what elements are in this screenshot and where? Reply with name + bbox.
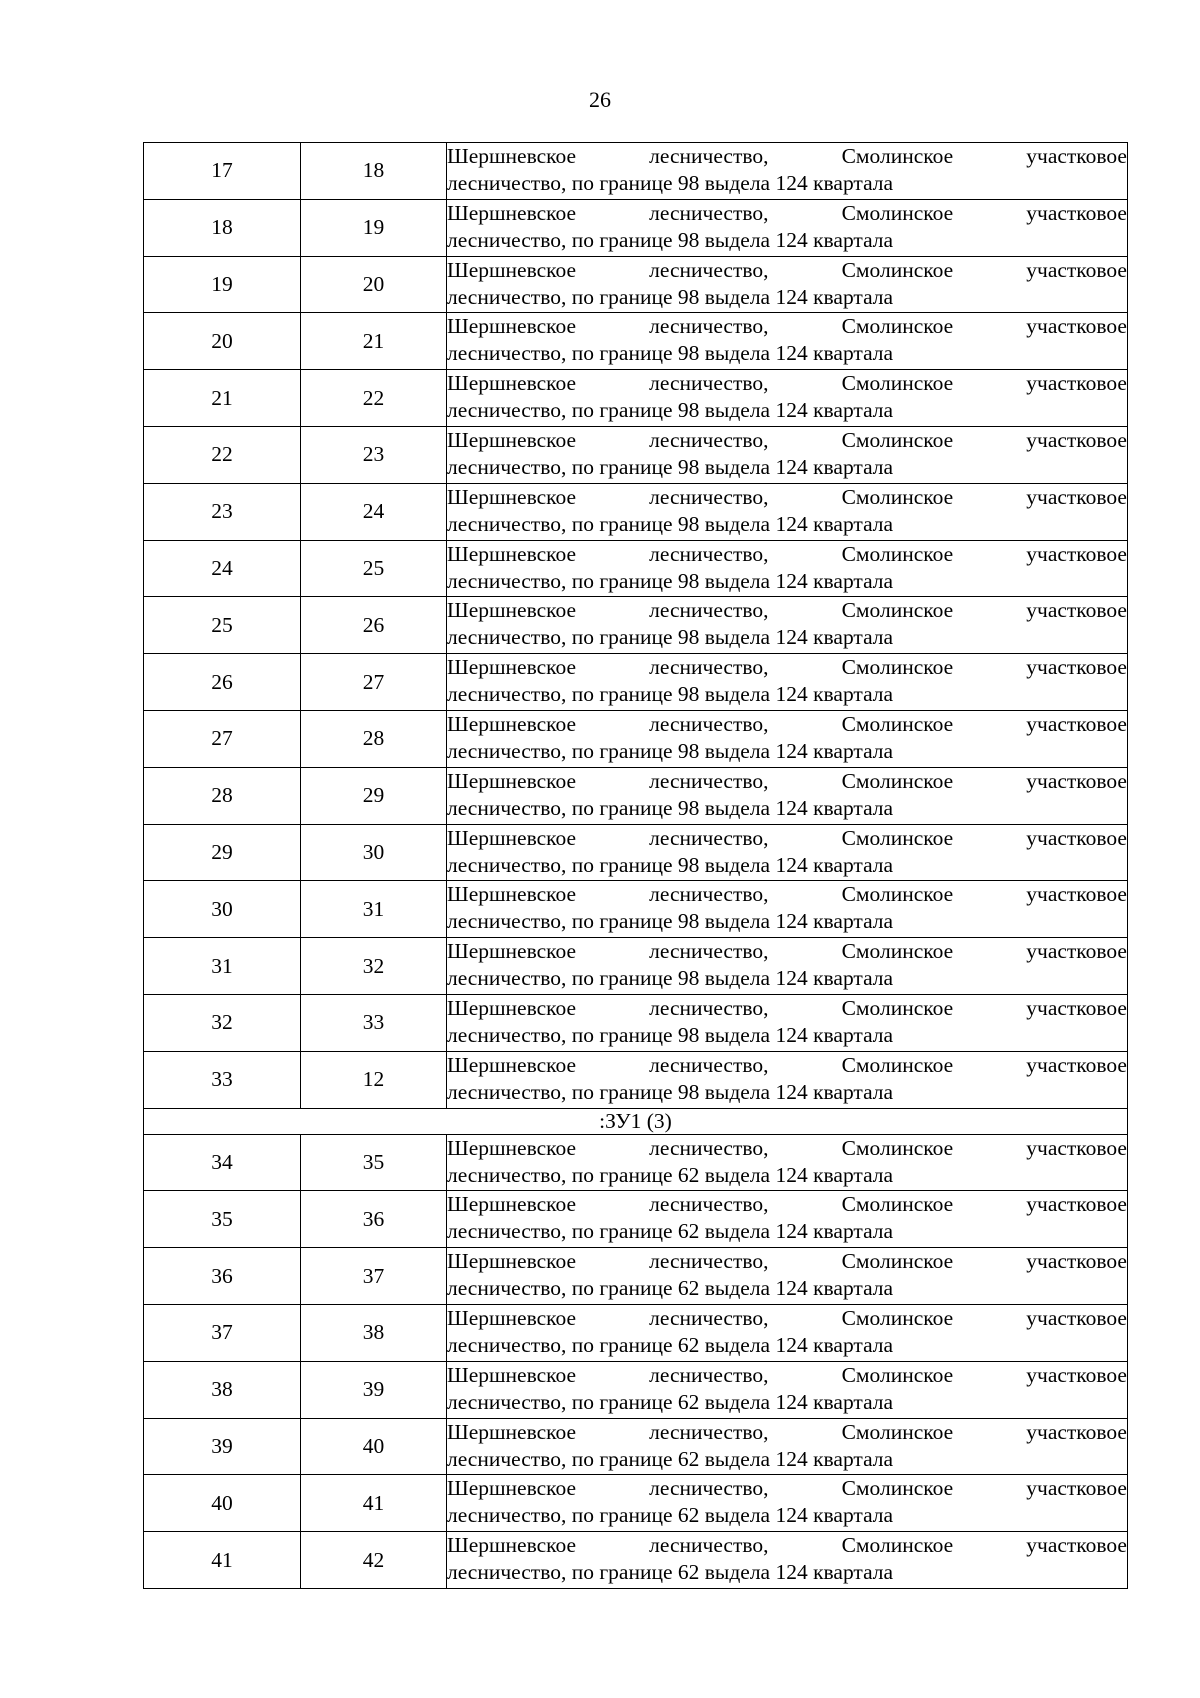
description-word: лесничество,: [649, 711, 769, 736]
point-from: 23: [144, 483, 301, 540]
point-from: 39: [144, 1418, 301, 1475]
description-line-1: [447, 938, 1127, 965]
description-line-1: [447, 1475, 1127, 1502]
description-word: Смолинское: [841, 1305, 954, 1330]
point-to: 30: [301, 824, 447, 881]
description-word: участковое: [1026, 371, 1127, 396]
description-line-1: [447, 370, 1127, 397]
point-to: 23: [301, 426, 447, 483]
boundary-description: [447, 370, 1128, 427]
point-to: 28: [301, 710, 447, 767]
point-from: 34: [144, 1134, 301, 1191]
description-word: Шершневское: [447, 1305, 577, 1330]
description-word: Шершневское: [447, 314, 577, 339]
description-word: Шершневское: [447, 655, 577, 680]
description-word: Смолинское: [841, 995, 954, 1020]
point-to: 40: [301, 1418, 447, 1475]
point-from: 33: [144, 1051, 301, 1108]
description-word: участковое: [1026, 144, 1127, 168]
description-word: лесничество,: [649, 1362, 769, 1387]
description-line-1: [447, 1532, 1127, 1559]
point-to: 21: [301, 313, 447, 370]
description-line-1: [447, 1135, 1127, 1162]
description-word: Шершневское: [447, 541, 577, 566]
boundary-description: [447, 1051, 1128, 1108]
description-line-1: [447, 1305, 1127, 1332]
description-line-2: лесничество, по границе 98 выдела 124 квартала: [447, 1079, 894, 1104]
description-word: Смолинское: [841, 1249, 954, 1274]
description-word: Шершневское: [447, 939, 577, 964]
description-line-2: лесничество, по границе 62 выдела 124 квартала: [447, 1276, 894, 1301]
description-word: участковое: [1026, 1362, 1127, 1387]
description-word: участковое: [1026, 484, 1127, 509]
table-row: [144, 1134, 1128, 1191]
point-to: 29: [301, 767, 447, 824]
description-word: Смолинское: [841, 1476, 954, 1501]
description-line-2: лесничество, по границе 98 выдела 124 квартала: [447, 795, 894, 820]
description-line-2: лесничество, по границе 62 выдела 124 квартала: [447, 1332, 894, 1357]
description-line-1: [447, 484, 1127, 511]
description-line-1: [447, 541, 1127, 568]
description-word: Шершневское: [447, 1533, 577, 1558]
description-word: участковое: [1026, 882, 1127, 907]
point-from: 35: [144, 1191, 301, 1248]
description-word: участковое: [1026, 598, 1127, 623]
point-to: 39: [301, 1361, 447, 1418]
description-line-2: лесничество, по границе 62 выдела 124 квартала: [447, 1446, 894, 1471]
description-word: участковое: [1026, 1135, 1127, 1160]
description-word: Шершневское: [447, 144, 577, 168]
description-word: Шершневское: [447, 200, 577, 225]
description-word: лесничество,: [649, 1533, 769, 1558]
table-row: [144, 1248, 1128, 1305]
description-word: Шершневское: [447, 1249, 577, 1274]
point-to: 41: [301, 1475, 447, 1532]
description-line-1: [447, 1419, 1127, 1446]
point-from: 30: [144, 881, 301, 938]
table-body: [144, 143, 1128, 1589]
description-line-1: [447, 1191, 1127, 1218]
point-from: 38: [144, 1361, 301, 1418]
description-word: Смолинское: [841, 314, 954, 339]
point-to: 20: [301, 256, 447, 313]
description-line-2: лесничество, по границе 98 выдела 124 квартала: [447, 682, 894, 707]
description-word: лесничество,: [649, 257, 769, 282]
boundary-table: [143, 142, 1128, 1589]
description-word: Смолинское: [841, 825, 954, 850]
description-word: Шершневское: [447, 598, 577, 623]
boundary-description: [447, 994, 1128, 1051]
description-word: Смолинское: [841, 655, 954, 680]
description-word: участковое: [1026, 427, 1127, 452]
table-row: [144, 540, 1128, 597]
description-word: Шершневское: [447, 1419, 577, 1444]
description-word: Смолинское: [841, 939, 954, 964]
table-row: [144, 256, 1128, 313]
description-line-2: лесничество, по границе 62 выдела 124 квартала: [447, 1389, 894, 1414]
description-word: участковое: [1026, 1249, 1127, 1274]
boundary-description: [447, 483, 1128, 540]
description-word: лесничество,: [649, 768, 769, 793]
description-word: Шершневское: [447, 1135, 577, 1160]
point-to: 22: [301, 370, 447, 427]
boundary-description: [447, 1191, 1128, 1248]
point-from: 25: [144, 597, 301, 654]
description-word: участковое: [1026, 655, 1127, 680]
description-word: Смолинское: [841, 1052, 954, 1077]
description-word: участковое: [1026, 1052, 1127, 1077]
table-row: [144, 994, 1128, 1051]
description-word: лесничество,: [649, 825, 769, 850]
description-word: Шершневское: [447, 1476, 577, 1501]
description-word: Шершневское: [447, 427, 577, 452]
description-line-2: лесничество, по границе 98 выдела 124 квартала: [447, 625, 894, 650]
description-line-2: лесничество, по границе 98 выдела 124 квартала: [447, 341, 894, 366]
description-line-2: лесничество, по границе 98 выдела 124 квартала: [447, 738, 894, 763]
description-word: лесничество,: [649, 939, 769, 964]
point-from: 26: [144, 654, 301, 711]
point-from: 22: [144, 426, 301, 483]
description-word: Шершневское: [447, 825, 577, 850]
description-word: Смолинское: [841, 371, 954, 396]
table-row: [144, 1418, 1128, 1475]
description-line-2: лесничество, по границе 98 выдела 124 квартала: [447, 227, 894, 252]
description-line-2: лесничество, по границе 98 выдела 124 квартала: [447, 1022, 894, 1047]
description-word: Смолинское: [841, 882, 954, 907]
description-word: Смолинское: [841, 768, 954, 793]
description-word: участковое: [1026, 541, 1127, 566]
boundary-description: [447, 881, 1128, 938]
description-word: Смолинское: [841, 711, 954, 736]
boundary-description: [447, 1361, 1128, 1418]
description-word: участковое: [1026, 1476, 1127, 1501]
description-word: Смолинское: [841, 1533, 954, 1558]
description-word: участковое: [1026, 257, 1127, 282]
description-word: участковое: [1026, 200, 1127, 225]
table-row: [144, 767, 1128, 824]
description-word: участковое: [1026, 995, 1127, 1020]
table-row: [144, 654, 1128, 711]
point-from: 20: [144, 313, 301, 370]
point-to: 33: [301, 994, 447, 1051]
point-from: 29: [144, 824, 301, 881]
table-row: [144, 1532, 1128, 1589]
description-line-2: лесничество, по границе 62 выдела 124 квартала: [447, 1219, 894, 1244]
point-to: 26: [301, 597, 447, 654]
boundary-description: [447, 199, 1128, 256]
point-to: 19: [301, 199, 447, 256]
description-word: Смолинское: [841, 598, 954, 623]
description-line-1: [447, 825, 1127, 852]
description-line-2: лесничество, по границе 98 выдела 124 квартала: [447, 398, 894, 423]
point-from: 24: [144, 540, 301, 597]
description-line-1: [447, 597, 1127, 624]
description-line-2: лесничество, по границе 98 выдела 124 квартала: [447, 511, 894, 536]
table-row: [144, 938, 1128, 995]
point-to: 18: [301, 143, 447, 200]
description-line-1: [447, 143, 1127, 170]
table-row: [144, 370, 1128, 427]
point-to: 12: [301, 1051, 447, 1108]
description-line-1: [447, 257, 1127, 284]
description-line-1: [447, 427, 1127, 454]
boundary-description: [447, 1248, 1128, 1305]
point-to: 36: [301, 1191, 447, 1248]
description-line-2: лесничество, по границе 98 выдела 124 квартала: [447, 966, 894, 991]
description-word: лесничество,: [649, 144, 769, 168]
point-to: 37: [301, 1248, 447, 1305]
table-row: [144, 1475, 1128, 1532]
boundary-description: [447, 824, 1128, 881]
point-from: 21: [144, 370, 301, 427]
boundary-description: [447, 1532, 1128, 1589]
description-word: Шершневское: [447, 882, 577, 907]
table-row: [144, 824, 1128, 881]
description-word: Шершневское: [447, 995, 577, 1020]
description-word: Смолинское: [841, 257, 954, 282]
boundary-description: [447, 710, 1128, 767]
point-from: 18: [144, 199, 301, 256]
table-row: [144, 313, 1128, 370]
description-word: участковое: [1026, 314, 1127, 339]
description-line-2: лесничество, по границе 98 выдела 124 квартала: [447, 284, 894, 309]
description-line-2: лесничество, по границе 98 выдела 124 квартала: [447, 852, 894, 877]
description-line-1: [447, 1248, 1127, 1275]
description-word: Шершневское: [447, 711, 577, 736]
point-to: 42: [301, 1532, 447, 1589]
description-word: участковое: [1026, 711, 1127, 736]
description-line-2: лесничество, по границе 98 выдела 124 квартала: [447, 171, 894, 195]
description-line-2: лесничество, по границе 62 выдела 124 квартала: [447, 1560, 894, 1585]
description-line-1: [447, 768, 1127, 795]
description-line-1: [447, 995, 1127, 1022]
description-line-1: [447, 654, 1127, 681]
table-row: [144, 710, 1128, 767]
point-to: 25: [301, 540, 447, 597]
table-row: [144, 199, 1128, 256]
boundary-description: [447, 426, 1128, 483]
table-row: [144, 483, 1128, 540]
description-line-2: лесничество, по границе 62 выдела 124 квартала: [447, 1503, 894, 1528]
boundary-description: [447, 143, 1128, 200]
description-word: Шершневское: [447, 371, 577, 396]
boundary-description: [447, 938, 1128, 995]
point-to: 27: [301, 654, 447, 711]
description-line-2: лесничество, по границе 98 выдела 124 квартала: [447, 568, 894, 593]
boundary-description: [447, 540, 1128, 597]
description-word: участковое: [1026, 1533, 1127, 1558]
description-word: участковое: [1026, 768, 1127, 793]
table-row: [144, 597, 1128, 654]
point-from: 28: [144, 767, 301, 824]
description-line-2: лесничество, по границе 98 выдела 124 квартала: [447, 454, 894, 479]
table-row: [144, 1051, 1128, 1108]
description-word: лесничество,: [649, 1419, 769, 1444]
description-word: лесничество,: [649, 484, 769, 509]
description-word: лесничество,: [649, 995, 769, 1020]
boundary-description: [447, 597, 1128, 654]
description-word: Смолинское: [841, 427, 954, 452]
description-word: лесничество,: [649, 1192, 769, 1217]
boundary-description: [447, 1475, 1128, 1532]
description-word: Шершневское: [447, 484, 577, 509]
table-row: [144, 426, 1128, 483]
description-word: Шершневское: [447, 768, 577, 793]
table-row: [144, 1361, 1128, 1418]
point-from: 32: [144, 994, 301, 1051]
description-line-2: лесничество, по границе 62 выдела 124 квартала: [447, 1162, 894, 1187]
description-word: Смолинское: [841, 1419, 954, 1444]
boundary-description: [447, 1134, 1128, 1191]
description-word: лесничество,: [649, 655, 769, 680]
description-word: лесничество,: [649, 598, 769, 623]
point-to: 35: [301, 1134, 447, 1191]
description-word: Смолинское: [841, 1135, 954, 1160]
boundary-description: [447, 313, 1128, 370]
point-to: 38: [301, 1304, 447, 1361]
description-line-1: [447, 711, 1127, 738]
description-line-1: [447, 1362, 1127, 1389]
table-row: [144, 1191, 1128, 1248]
boundary-description: [447, 654, 1128, 711]
description-line-1: [447, 881, 1127, 908]
point-from: 27: [144, 710, 301, 767]
point-from: 19: [144, 256, 301, 313]
section-label: :ЗУ1 (3): [144, 1108, 1128, 1134]
description-word: лесничество,: [649, 371, 769, 396]
description-word: Смолинское: [841, 1192, 954, 1217]
description-word: Смолинское: [841, 144, 954, 168]
description-word: лесничество,: [649, 1305, 769, 1330]
table-row: [144, 143, 1128, 200]
description-line-1: [447, 1052, 1127, 1079]
description-word: лесничество,: [649, 1135, 769, 1160]
point-from: 40: [144, 1475, 301, 1532]
point-from: 31: [144, 938, 301, 995]
description-word: лесничество,: [649, 1052, 769, 1077]
description-word: лесничество,: [649, 1249, 769, 1274]
description-word: Смолинское: [841, 200, 954, 225]
description-word: участковое: [1026, 825, 1127, 850]
description-word: Шершневское: [447, 1192, 577, 1217]
page-number: 26: [589, 87, 611, 112]
description-word: Шершневское: [447, 257, 577, 282]
point-to: 31: [301, 881, 447, 938]
table-row: [144, 1304, 1128, 1361]
description-word: Шершневское: [447, 1052, 577, 1077]
description-word: лесничество,: [649, 314, 769, 339]
point-to: 32: [301, 938, 447, 995]
boundary-description: [447, 1418, 1128, 1475]
description-line-1: [447, 200, 1127, 227]
description-word: участковое: [1026, 1419, 1127, 1444]
point-to: 24: [301, 483, 447, 540]
point-from: 37: [144, 1304, 301, 1361]
description-word: лесничество,: [649, 541, 769, 566]
point-from: 41: [144, 1532, 301, 1589]
description-line-1: [447, 313, 1127, 340]
point-from: 17: [144, 143, 301, 200]
description-word: лесничество,: [649, 427, 769, 452]
description-word: лесничество,: [649, 200, 769, 225]
description-word: Смолинское: [841, 541, 954, 566]
description-word: участковое: [1026, 1192, 1127, 1217]
boundary-description: [447, 256, 1128, 313]
boundary-description: [447, 1304, 1128, 1361]
description-word: лесничество,: [649, 1476, 769, 1501]
table-row: [144, 881, 1128, 938]
description-word: участковое: [1026, 1305, 1127, 1330]
description-word: Шершневское: [447, 1362, 577, 1387]
description-line-2: лесничество, по границе 98 выдела 124 квартала: [447, 909, 894, 934]
point-from: 36: [144, 1248, 301, 1305]
section-row: [144, 1108, 1128, 1134]
description-word: участковое: [1026, 939, 1127, 964]
description-word: Смолинское: [841, 484, 954, 509]
description-word: Смолинское: [841, 1362, 954, 1387]
boundary-description: [447, 767, 1128, 824]
description-word: лесничество,: [649, 882, 769, 907]
